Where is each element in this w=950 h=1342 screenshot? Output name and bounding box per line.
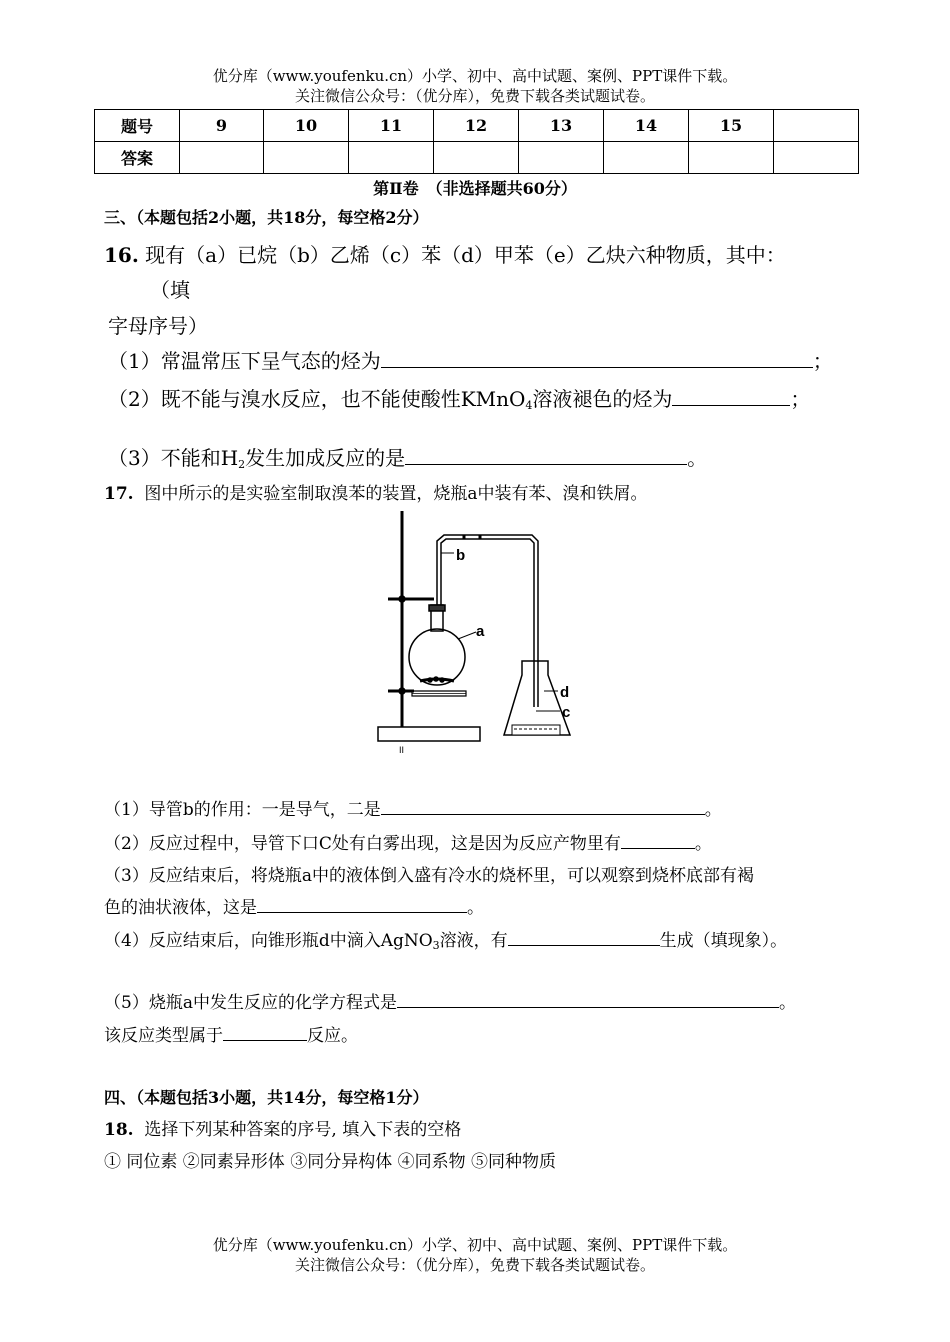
question-number-cell: 9: [180, 110, 264, 142]
q17-part6-end: 反应。: [307, 1026, 358, 1046]
q17-part1: [104, 795, 722, 820]
q18-intro: [104, 1115, 461, 1140]
q16-part3-end: 。: [687, 446, 708, 470]
table-row-numbers: [95, 110, 859, 142]
q17-part3-end: 。: [467, 898, 484, 918]
q17-part5-end: 。: [778, 993, 796, 1013]
q17-part2-text: （2）反应过程中，导管下口C处有白雾出现，这是因为反应产物里有: [104, 834, 621, 854]
label-b: b: [456, 547, 466, 564]
q16-part2: [108, 383, 810, 412]
question-number-cell: 11: [349, 110, 434, 142]
q17-intro-text: 图中所示的是实验室制取溴苯的装置，烧瓶a中装有苯、溴和铁屑。: [144, 484, 648, 504]
q16-intro: [104, 239, 786, 268]
q17-part4-sub: 3: [432, 939, 440, 952]
q17-part3-line1: （3）反应结束后，将烧瓶a中的液体倒入盛有冷水的烧杯里，可以观察到烧杯底部有褐: [104, 866, 754, 886]
q16-number: 16.: [104, 243, 139, 267]
q17-part4-text-a: （4）反应结束后，向锥形瓶d中滴入AgNO: [104, 931, 433, 951]
header-line-1: 优分库（www.youfenku.cn）小学、初中、高中试题、案例、PPT课件下载。: [212, 67, 738, 85]
footer-line-2: 关注微信公众号：（优分库），免费下载各类试题试卷。: [294, 1256, 655, 1274]
q16-part3-blank[interactable]: [405, 446, 687, 465]
section3-title: 三、（本题包括2小题，共18分，每空格2分）: [104, 208, 429, 227]
q17-part3-text: 色的油状液体，这是: [104, 898, 257, 918]
q17-part3-blank[interactable]: [257, 894, 467, 913]
q16-part3: [108, 442, 707, 471]
label-a: a: [476, 623, 485, 640]
q17-part6-blank[interactable]: [223, 1022, 307, 1041]
q17-part6-text: 该反应类型属于: [104, 1026, 223, 1046]
q16-part2-sub: 4: [525, 399, 533, 412]
part2-title: 第Ⅱ卷 （非选择题共60分）: [373, 179, 577, 198]
label-stand: II: [399, 745, 405, 755]
question-number-cell: 10: [264, 110, 349, 142]
q17-part5-text: （5）烧瓶a中发生反应的化学方程式是: [104, 993, 397, 1013]
q18-intro-text: 选择下列某种答案的序号, 填入下表的空格: [144, 1120, 462, 1140]
q17-part2-blank[interactable]: [621, 830, 695, 849]
q17-part5-blank[interactable]: [397, 989, 779, 1008]
answer-cell[interactable]: [519, 142, 604, 174]
label-c: c: [562, 704, 571, 721]
q16-part1-text: （1）常温常压下呈气态的烃为: [108, 349, 381, 373]
q16-part3-text-b: 发生加成反应的是: [245, 446, 406, 470]
q16-part1-end: ；: [812, 349, 833, 373]
q16-part2-blank[interactable]: [672, 387, 790, 406]
row-label-answer: 答案: [95, 142, 180, 174]
answer-table: [94, 109, 859, 174]
q17-part4: [104, 926, 787, 951]
q17-part1-text: （1）导管b的作用：一是导气，二是: [104, 800, 381, 820]
section4-title: 四、（本题包括3小题，共14分，每空格1分）: [104, 1088, 429, 1107]
q17-part3-line2: [104, 893, 484, 918]
q17-part4-text-b: 溶液，有: [439, 931, 508, 951]
q17-part5: [104, 988, 796, 1013]
q16-part1-blank[interactable]: [381, 349, 813, 368]
q17-part6: [104, 1021, 358, 1046]
header-line-2: 关注微信公众号：（优分库），免费下载各类试题试卷。: [294, 87, 655, 105]
question-number-cell: 15: [689, 110, 774, 142]
q17-part2-end: 。: [694, 834, 712, 854]
answer-cell[interactable]: [604, 142, 689, 174]
q17-part1-blank[interactable]: [381, 796, 705, 815]
q16-part3-text-a: （3）不能和H: [108, 446, 239, 470]
bromobenzene-apparatus-figure: [372, 505, 587, 755]
question-number-cell: 12: [434, 110, 519, 142]
q17-part2: [104, 829, 712, 854]
q16-part2-text-b: 溶液褪色的烃为: [532, 387, 673, 411]
q16-part3-sub: 2: [238, 458, 246, 471]
q16-part2-text-a: （2）既不能与溴水反应，也不能使酸性KMnO: [108, 387, 526, 411]
answer-cell[interactable]: [264, 142, 349, 174]
q17-part1-end: 。: [704, 800, 722, 820]
q17-part4-blank[interactable]: [508, 927, 660, 946]
q18-options: ① 同位素 ②同素异形体 ③同分异构体 ④同系物 ⑤同种物质: [104, 1152, 557, 1172]
q17-number: 17.: [104, 484, 134, 504]
footer-line-1: 优分库（www.youfenku.cn）小学、初中、高中试题、案例、PPT课件下载。: [212, 1236, 738, 1254]
row-label-number: 题号: [95, 110, 180, 142]
stand-base: [378, 727, 480, 741]
question-number-cell: 14: [604, 110, 689, 142]
q16-part1: [108, 345, 833, 374]
answer-cell[interactable]: [689, 142, 774, 174]
answer-cell[interactable]: [180, 142, 264, 174]
answer-cell[interactable]: [434, 142, 519, 174]
q16-part2-end: ；: [790, 387, 811, 411]
answer-cell[interactable]: [774, 142, 859, 174]
q16-fill-hint-b: 字母序号）: [108, 314, 208, 338]
answer-cell[interactable]: [349, 142, 434, 174]
table-row-answers: [95, 142, 859, 174]
q17-part4-end: 生成（填现象）。: [659, 931, 788, 951]
q16-fill-hint-a: （填: [150, 278, 190, 302]
question-number-cell: 13: [519, 110, 604, 142]
label-d: d: [560, 684, 570, 701]
question-number-cell: [774, 110, 859, 142]
q18-number: 18.: [104, 1120, 134, 1140]
q17-intro: [104, 479, 648, 504]
q16-intro-text: 现有（a）已烷（b）乙烯（c）苯（d）甲苯（e）乙炔六种物质，其中：: [145, 243, 786, 267]
